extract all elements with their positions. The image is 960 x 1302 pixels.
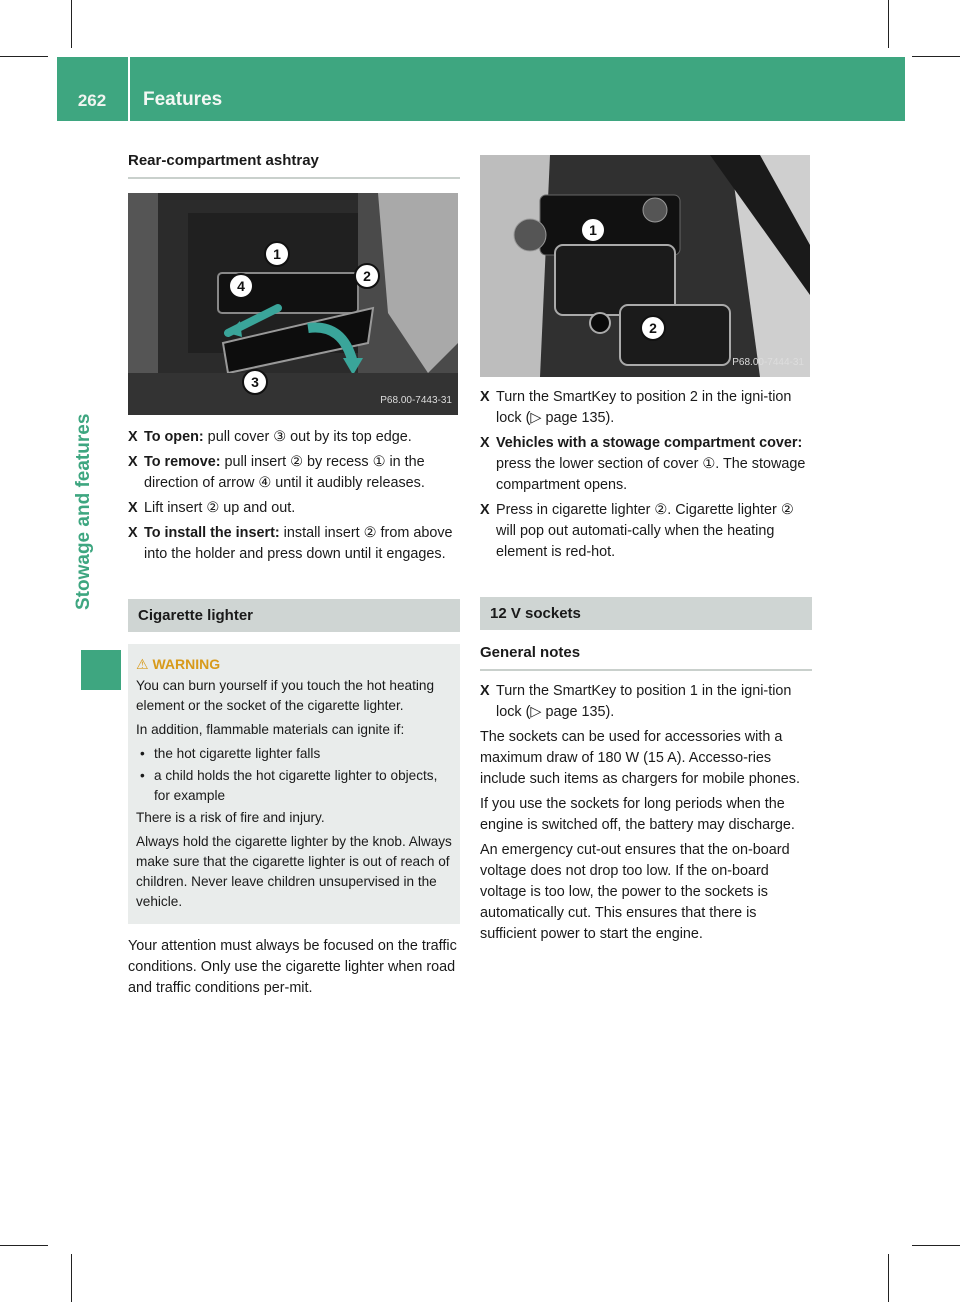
lighter-note: Your attention must always be focused on the traffic conditions. Only use the cigarette lighter when road and traffic conditions per-mit. <box>128 938 457 996</box>
sockets-paragraph: If you use the sockets for long periods when the engine is switched off, the battery may discharge. <box>480 796 795 833</box>
crop-mark <box>888 0 889 48</box>
crop-mark <box>71 0 72 48</box>
sockets-subheading: General notes <box>480 642 812 671</box>
lighter-illustration <box>480 155 810 377</box>
photo-reference: P68.00-7443-31 <box>380 395 452 406</box>
warning-title: ⚠ WARNING <box>136 656 221 672</box>
warning-bullet: • a child holds the hot cigarette lighter to objects, for example <box>136 766 452 806</box>
ashtray-step: X To install the insert: install insert ② from above into the holder and press down until it engages. <box>128 525 453 562</box>
ashtray-photo <box>128 193 458 415</box>
page-header <box>57 57 905 121</box>
ashtray-step: X Lift insert ② up and out. <box>128 500 296 516</box>
ashtray-illustration <box>128 193 458 415</box>
warning-text: There is a risk of fire and injury. <box>136 810 325 825</box>
lighter-heading: Cigarette lighter <box>128 599 460 632</box>
lighter-steps <box>480 387 812 563</box>
ashtray-step: X To open: pull cover ③ out by its top edge. <box>128 429 412 445</box>
crop-mark <box>0 56 48 57</box>
crop-mark <box>71 1254 72 1302</box>
page-section-title: Features <box>143 89 223 110</box>
callout-4: 4 <box>228 273 254 299</box>
right-column <box>480 155 812 949</box>
photo-reference: P68.00-7444-31 <box>732 357 804 368</box>
sockets-paragraph: The sockets can be used for accessories with a maximum draw of 180 W (15 A). Accesso-ries include such items as chargers for mobile phones. <box>480 729 800 787</box>
sockets-paragraph: An emergency cut-out ensures that the on-board voltage does not drop too low. If the on-board voltage is too low, the power to the sockets is automatically cut. This ensures that there is sufficient power to start the engine. <box>480 842 790 942</box>
lighter-step: X Turn the SmartKey to position 2 in the igni-tion lock (▷ page 135). <box>480 389 792 426</box>
lighter-photo <box>480 155 810 377</box>
chapter-marker <box>81 650 121 690</box>
crop-mark <box>0 1245 48 1246</box>
chapter-title: Stowage and features <box>73 413 94 610</box>
warning-icon: ⚠ <box>136 656 153 672</box>
header-divider <box>128 57 130 121</box>
warning-text: You can burn yourself if you touch the hot heating element or the socket of the cigarette lighter. <box>136 678 435 713</box>
left-column <box>128 150 460 1003</box>
crop-mark <box>912 56 960 57</box>
callout-1: 1 <box>264 241 290 267</box>
ashtray-heading: Rear-compartment ashtray <box>128 150 460 179</box>
page-number: 262 <box>77 91 107 110</box>
callout-2: 2 <box>354 263 380 289</box>
warning-bullet: • the hot cigarette lighter falls <box>136 744 452 764</box>
callout-1: 1 <box>580 217 606 243</box>
warning-text: Always hold the cigarette lighter by the knob. Always make sure that the cigarette lighter is out of reach of children. Never leave children unsupervised in the vehicle. <box>136 834 452 909</box>
crop-mark <box>888 1254 889 1302</box>
callout-2: 2 <box>640 315 666 341</box>
ashtray-steps <box>128 427 460 565</box>
warning-box <box>128 644 460 924</box>
lighter-step: X Press in cigarette lighter ②. Cigarette lighter ② will pop out automati-cally when the heating element is red-hot. <box>480 502 794 560</box>
warning-text: In addition, flammable materials can ignite if: <box>136 722 405 737</box>
crop-mark <box>912 1245 960 1246</box>
sockets-heading: 12 V sockets <box>480 597 812 630</box>
sockets-step: X Turn the SmartKey to position 1 in the igni-tion lock (▷ page 135). <box>480 683 792 720</box>
ashtray-step: X To remove: pull insert ② by recess ① in the direction of arrow ④ until it audibly releases. <box>128 454 425 491</box>
callout-3: 3 <box>242 369 268 395</box>
lighter-step: X Vehicles with a stowage compartment cover: press the lower section of cover ①. The stowage compartment opens. <box>480 435 806 493</box>
